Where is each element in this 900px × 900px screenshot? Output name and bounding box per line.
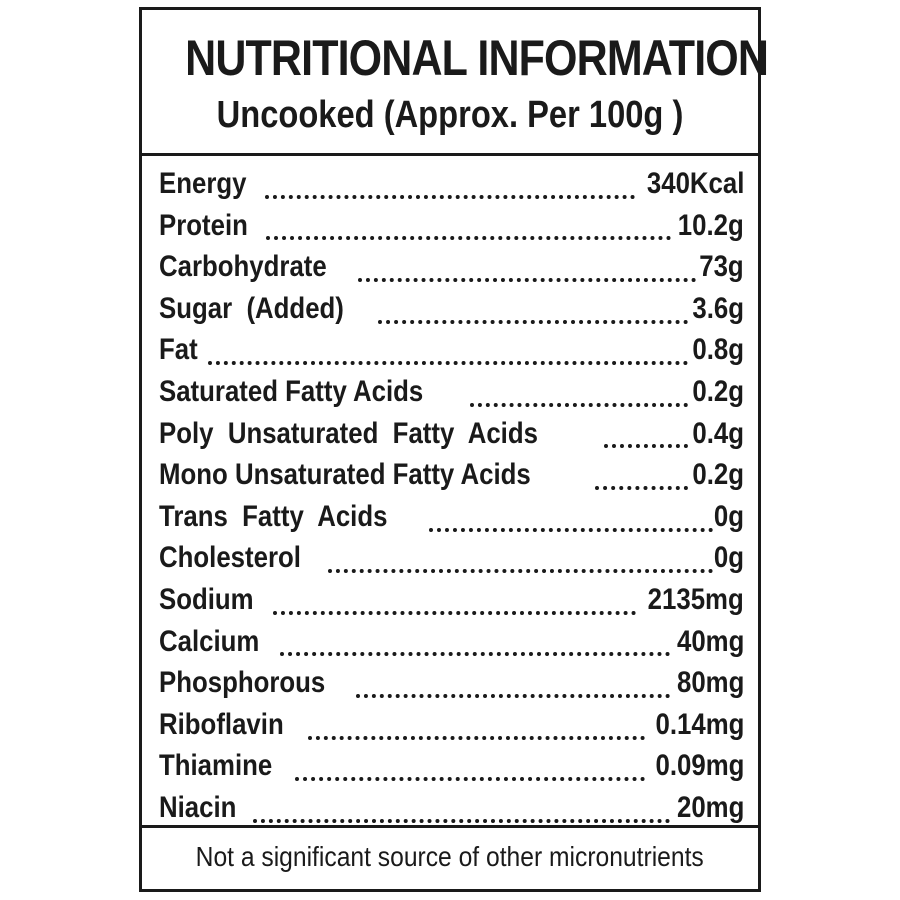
nutrient-value: 0.2g	[692, 458, 744, 492]
nutrient-name: Cholesterol	[159, 541, 301, 575]
nutrient-value: 0.09mg	[655, 749, 744, 783]
dot-leader	[295, 747, 645, 781]
dot-leader	[265, 165, 635, 199]
nutrient-name: Niacin	[159, 790, 237, 824]
nutrient-row-sugar	[142, 288, 758, 330]
nutrient-name: Mono Unsaturated Fatty Acids	[159, 458, 531, 492]
nutrient-row-saturated-fatty-acids	[142, 371, 758, 413]
nutrient-row-riboflavin	[142, 704, 758, 746]
nutrient-name: Carbohydrate	[159, 250, 327, 284]
dot-leader	[356, 664, 669, 698]
nutrient-row-fat	[142, 329, 758, 371]
label-footer	[142, 828, 758, 886]
nutrient-value: 73g	[699, 250, 744, 284]
dot-leader	[429, 498, 713, 532]
nutrient-row-thiamine	[142, 745, 758, 787]
nutrient-row-energy	[142, 163, 758, 205]
nutrient-row-niacin	[142, 787, 758, 829]
nutrient-value: 20mg	[676, 790, 744, 824]
nutrient-name: Calcium	[159, 624, 260, 658]
dot-leader	[328, 539, 713, 573]
nutrient-name: Riboflavin	[159, 707, 284, 741]
dot-leader	[273, 581, 636, 615]
nutrient-name: Protein	[159, 208, 248, 242]
dot-leader	[208, 331, 688, 365]
nutrient-name: Poly Unsaturated Fatty Acids	[159, 416, 538, 450]
nutrient-value: 0g	[713, 499, 744, 533]
nutrient-value: 80mg	[676, 666, 744, 700]
nutrient-name: Fat	[159, 333, 198, 367]
nutrient-row-sodium	[142, 579, 758, 621]
nutrient-name: Trans Fatty Acids	[159, 499, 388, 533]
nutrient-value: 0.4g	[692, 416, 744, 450]
label-title: NUTRITIONAL INFORMATION	[185, 30, 769, 86]
nutrient-value: 0.8g	[692, 333, 744, 367]
dot-leader	[253, 789, 670, 823]
nutrient-row-cholesterol	[142, 537, 758, 579]
nutrient-value: 0.14mg	[655, 707, 744, 741]
nutrient-row-mono-unsaturated-fatty-acids	[142, 454, 758, 496]
nutrient-name: Saturated Fatty Acids	[159, 374, 424, 408]
nutrient-name: Thiamine	[159, 749, 273, 783]
nutrient-row-trans-fatty-acids	[142, 496, 758, 538]
nutrient-row-calcium	[142, 621, 758, 663]
nutrient-row-poly-unsaturated-fatty-acids	[142, 413, 758, 455]
nutrient-value: 340Kcal	[646, 167, 744, 200]
nutrient-value: 40mg	[676, 624, 744, 658]
dot-leader	[378, 290, 688, 324]
nutrient-row-carbohydrate	[142, 246, 758, 288]
nutrient-value: 3.6g	[692, 291, 744, 325]
nutrient-list	[142, 156, 758, 828]
label-subtitle: Uncooked (Approx. Per 100g )	[216, 94, 684, 136]
footer-note: Not a significant source of other micronutrients	[195, 841, 705, 872]
nutrient-row-phosphorous	[142, 662, 758, 704]
dot-leader	[280, 622, 670, 656]
dot-leader	[266, 206, 671, 240]
nutrient-value: 10.2g	[678, 208, 744, 242]
dot-leader	[308, 706, 645, 740]
dot-leader	[604, 414, 688, 448]
dot-leader	[358, 248, 696, 282]
nutrient-name: Sugar (Added)	[159, 291, 344, 325]
dot-leader	[470, 373, 688, 407]
dot-leader	[595, 456, 688, 490]
nutrient-name: Energy	[159, 167, 247, 200]
nutrient-name: Sodium	[159, 582, 254, 616]
nutrient-value: 2135mg	[647, 582, 744, 616]
label-header	[142, 10, 769, 156]
nutrient-value: 0g	[713, 541, 744, 575]
nutrient-name: Phosphorous	[159, 666, 326, 700]
nutrition-label	[139, 7, 769, 892]
nutrient-row-protein	[142, 205, 758, 247]
nutrient-value: 0.2g	[692, 374, 744, 408]
